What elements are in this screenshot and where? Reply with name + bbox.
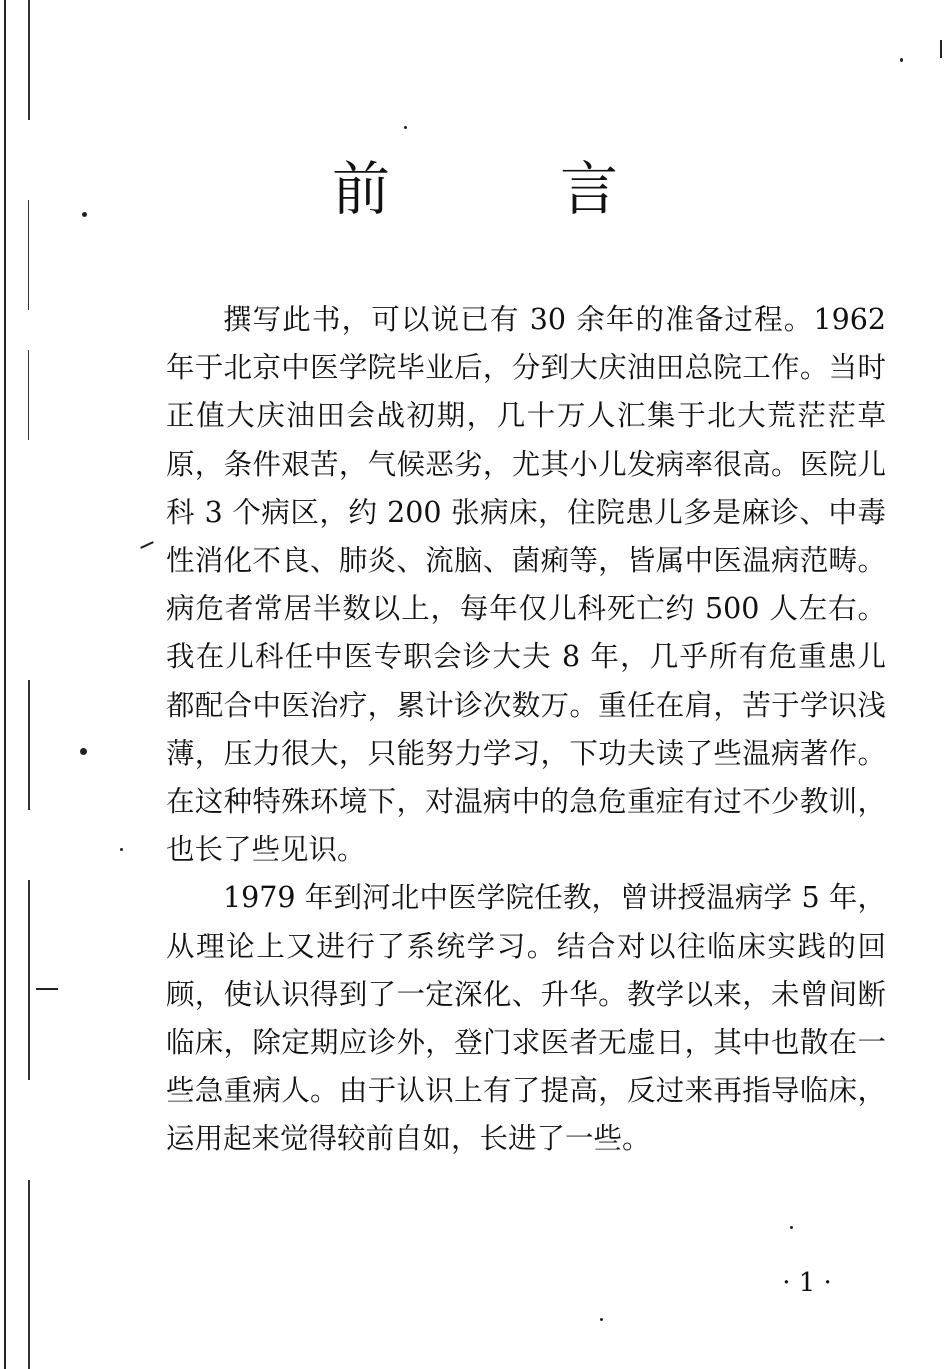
paragraph: 撰写此书，可以说已有 30 余年的准备过程。1962 年于北京中医学院毕业后，分到大庆油田总院工作。当时正值大庆油田会战初期，几十万人汇集于北大荒茫茫草原，条件艰苦，气候恶劣，尤其小儿发病率很高。医院儿科 3 个病区，约 200 张病床，住院患儿多是麻诊、中毒性消化不良、肺炎、流脑、菌痢等，皆属中医温病范畴。病危者常居半数以上，每年仅儿科死亡约 500 人左右。我在儿科任中医专职会诊大夫 8 年，几乎所有危重患儿都配合中医治疗，累计诊次数万。重任在肩，苦于学识浅薄，压力很大，只能努力学习，下功夫读了些温病著作。在这种特殊环境下，对温病中的急危重症有过不少教训，也长了些见识。 [166, 303, 886, 867]
scan-speck [900, 58, 903, 62]
scan-stroke [36, 988, 58, 990]
scan-speck [600, 1318, 603, 1321]
binding-edge-dash [28, 680, 30, 810]
binding-edge-dash [28, 1180, 30, 1369]
scan-speck [404, 126, 407, 129]
binding-edge-dash [28, 350, 29, 440]
scan-stroke [140, 541, 154, 549]
scan-speck [80, 748, 87, 755]
binding-edge-dash [28, 0, 30, 120]
page-number: · 1 · [782, 1268, 832, 1298]
scan-stroke [940, 40, 942, 58]
paragraph: 1979 年到河北中医学院任教，曾讲授温病学 5 年，从理论上又进行了系统学习。结合对以往临床实践的回顾，使认识得到了一定深化、升华。教学以来，未曾间断临床，除定期应诊外，登门求医者无虚日，其中也散在一些急重病人。由于认识上有了提高，反过来再指导临床，运用起来觉得较前自如，长进了一些。 [166, 881, 886, 1156]
page-title: 前 言 [331, 155, 674, 223]
binding-edge-dash [28, 880, 30, 1080]
scan-speck [120, 848, 123, 851]
preface-body [166, 296, 886, 1164]
scan-speck [790, 1226, 793, 1229]
